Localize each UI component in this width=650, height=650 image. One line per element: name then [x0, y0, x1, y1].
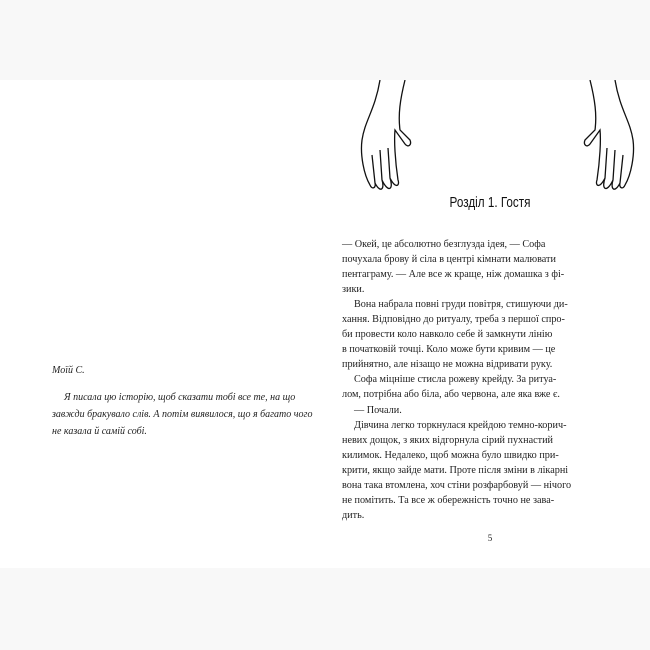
body-line: килимок. Недалеко, щоб можна було швидко при- — [342, 449, 559, 461]
body-line: — Окей, це абсолютно безглузда ідея, — Софа — [342, 239, 546, 250]
body-line: Дівчина легко торкнулася крейдою темно-корич- — [354, 419, 567, 431]
body-line: Софа міцніше стисла рожеву крейду. За ритуа- — [354, 374, 557, 386]
body-line: почухала брову й сіла в центрі кімнати малювати — [342, 254, 556, 266]
body-line: пентаграму. — Але все ж краще, ніж домашка з фі- — [342, 269, 565, 281]
page-number: 5 — [487, 533, 493, 543]
body-line: крити, якщо зайде мати. Проте після зміни в лікарні — [342, 464, 569, 476]
body-line: Вона набрала повні груди повітря, стишуючи ди- — [354, 299, 568, 311]
dedication-text — [52, 389, 313, 440]
body-line: лом, потрібна або біла, або червона, але яка вже є. — [342, 389, 560, 401]
right-hand-illustration-icon — [570, 80, 645, 195]
body-line: невих дощок, з яких відгорнула сірий пухнастий — [342, 434, 554, 446]
body-line: прийнятно, але нізащо не можна відривати руку. — [342, 359, 553, 371]
dedication-title: Моїй С. — [52, 365, 85, 376]
body-line: — Почали. — [354, 404, 402, 416]
body-line: вона така втомлена, хоч стіни розфарбовуй — нічого — [342, 479, 572, 491]
body-line: в початковій точці. Коло може бути кривим — це — [342, 344, 556, 356]
left-hand-illustration-icon — [350, 80, 425, 195]
dedication-line: не казала й самій собі. — [52, 426, 147, 437]
body-line: зики. — [342, 284, 365, 296]
chapter-title: Розділ 1. Гостя — [449, 194, 531, 211]
body-line: не помітить. Та все ж обережність точно не зава- — [342, 494, 555, 506]
body-line: дить. — [342, 509, 365, 521]
chapter-body-text — [342, 237, 572, 523]
dedication-line: Я писала цю історію, щоб сказати тобі все те, на що — [64, 392, 296, 403]
body-line: хання. Відповідно до ритуалу, треба з першої спро- — [342, 314, 565, 326]
dedication-line: завжди бракувало слів. А потім виявилося, що я багато чого — [52, 409, 313, 420]
body-line: би провести коло навколо себе й замкнути лінію — [342, 329, 553, 341]
